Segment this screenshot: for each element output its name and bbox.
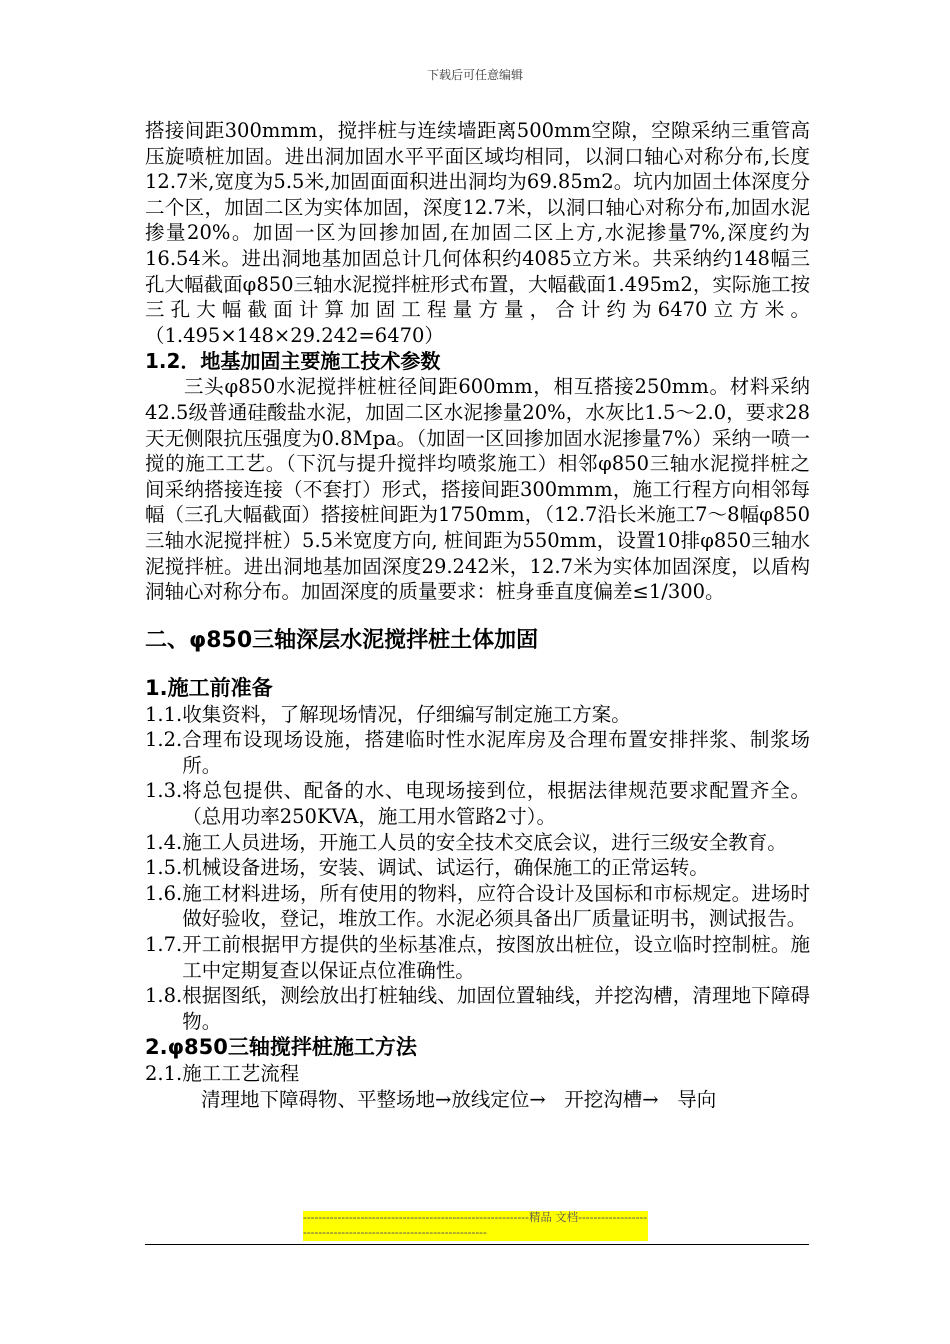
- prep-title: 1.施工前准备: [145, 675, 273, 700]
- section-2-title: 二、φ850三轴深层水泥搅拌桩土体加固: [145, 627, 539, 653]
- list-item-number: 1.4.: [145, 830, 183, 854]
- list-item-text: 合理布设现场设施，搭建临时性水泥库房及合理布置安排拌浆、制浆场所。: [182, 728, 810, 777]
- list-item-text: 收集资料，了解现场情况，仔细编写制定施工方案。: [182, 702, 631, 726]
- section-1-2-title: 1.2．地基加固主要施工技术参数: [145, 349, 441, 374]
- method-title: 2.φ850三轴搅拌桩施工方法: [145, 1035, 417, 1060]
- list-item-text: 开工前根据甲方提供的坐标基准点，按图放出桩位，设立临时控制桩。施工中定期复查以保证点位准确性。: [182, 933, 810, 982]
- list-item: [145, 778, 810, 829]
- list-item-text: 施工材料进场，所有使用的物料，应符合设计及国标和市标规定。进场时做好验收，登记，堆放工作。水泥必须具备出厂质量证明书，测试报告。: [182, 881, 810, 931]
- list-item-number: 1.7.: [145, 933, 183, 957]
- process-flow: 清理地下障碍物、平整场地→放线定位→ 开挖沟槽→ 导向: [201, 1088, 717, 1111]
- list-item-number: 1.6.: [145, 881, 183, 905]
- list-item: [145, 830, 810, 856]
- list-item-text: 根据图纸，测绘放出打桩轴线、加固位置轴线，并挖沟槽，清理地下障碍物。: [182, 984, 810, 1033]
- list-item: [145, 932, 810, 983]
- list-item-text: 机械设备进场，安装、调试、试运行，确保施工的正常运转。: [182, 856, 709, 880]
- list-item-number: 1.5.: [145, 856, 183, 880]
- method-subtitle: 2.1.施工工艺流程: [145, 1062, 300, 1086]
- section-1-2-body: 三头φ850水泥搅拌桩桩径间距600mm，相互搭接250mm。材料采纳42.5级普通硅酸盐水泥，加固二区水泥掺量20%，水灰比1.5～2.0，要求28天无侧限抗压强度为0.8Mpa。（加固一区回掺加固水泥掺量7%）采纳一喷一搅的施工工艺。（下沉与提升搅拌均喷浆施工）相邻φ850三轴水泥搅拌桩之间采纳搭接连接（不套打）形式，搭接间距300mmm，施工行程方向相邻每幅（三孔大幅截面）搭接桩间距为1750mm，（12.7沿长米施工7～8幅φ850三轴水泥搅拌桩）5.5米宽度方向, 桩间距为550mm，设置10排φ850三轴水泥搅拌桩。进出洞地基加固深度29.242米，12.7米为实体加固深度，以盾构洞轴心对称分布。加固深度的质量要求：桩身垂直度偏差≤1/300。: [145, 375, 810, 604]
- list-item: [145, 702, 810, 728]
- document-body: [145, 118, 810, 1113]
- list-item-text: 将总包提供、配备的水、电现场接到位，根据法律规范要求配置齐全。（总用功率250KVA，施工用水管路2寸）。: [182, 779, 810, 829]
- list-item: [145, 855, 810, 881]
- page-header: 下载后可任意编辑: [426, 68, 523, 82]
- footer-watermark: -----------------------------------------------------------精品 文档------------------------------------------------------------------: [303, 1212, 648, 1239]
- list-item-number: 1.2.: [145, 728, 183, 752]
- footer-divider: [145, 1244, 809, 1245]
- list-item-number: 1.1.: [145, 702, 183, 726]
- list-item: [145, 983, 810, 1034]
- list-item: [145, 727, 810, 778]
- intro-paragraph: 搭接间距300mmm，搅拌桩与连续墙距离500mm空隙，空隙采纳三重管高压旋喷桩加固。进出洞加固水平平面区域均相同，以洞口轴心对称分布,长度12.7米,宽度为5.5米,加固面面积进出洞均为69.85m2。坑内加固土体深度分二个区，加固二区为实体加固，深度12.7米，以洞口轴心对称分布,加固水泥掺量20%。加固一区为回掺加固,在加固二区上方,水泥掺量7%,深度约为16.54米。进出洞地基加固总计几何体积约4085立方米。共采纳约148幅三孔大幅截面φ850三轴水泥搅拌桩形式布置，大幅截面1.495m2，实际施工按三孔大幅截面计算加固工程量方量，合计约为6470立方米。（1.495×148×29.242=6470）: [145, 119, 810, 347]
- list-item-number: 1.8.: [145, 984, 183, 1008]
- list-item: [145, 881, 810, 932]
- list-item-number: 1.3.: [145, 779, 183, 803]
- list-item-text: 施工人员进场，开施工人员的安全技术交底会议，进行三级安全教育。: [182, 830, 787, 854]
